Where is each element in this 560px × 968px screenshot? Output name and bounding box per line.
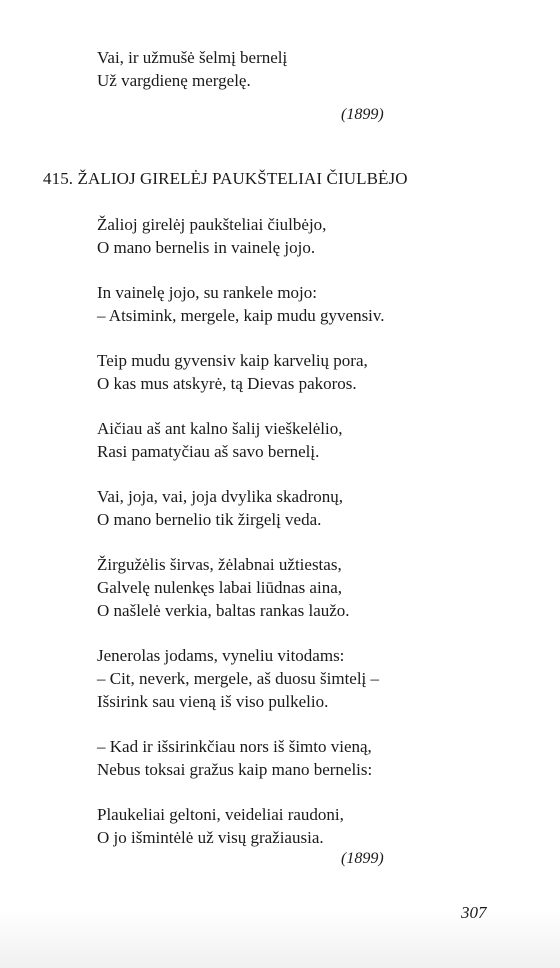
song-year: (1899): [341, 850, 384, 867]
previous-song-year: (1899): [341, 106, 384, 123]
poem-line: Žalioj girelėj paukšteliai čiulbėjo,: [97, 215, 327, 234]
stanza: [97, 281, 385, 327]
poem-line: – Kad ir išsirinkčiau nors iš šimto vieną,: [97, 737, 372, 756]
poem-line: Rasi pamatyčiau aš savo bernelį.: [97, 442, 320, 461]
poem-line: Teip mudu gyvensiv kaip karvelių pora,: [97, 351, 368, 370]
poem-line: Aičiau aš ant kalno šalij vieškelėlio,: [97, 419, 343, 438]
poem-line: – Cit, neverk, mergele, aš duosu šimtelį –: [97, 669, 380, 688]
page-number: 307: [461, 903, 487, 922]
poem-line: – Atsimink, mergele, kaip mudu gyvensiv.: [97, 306, 385, 325]
poem-line: Vai, joja, vai, joja dvylika skadronų,: [97, 487, 343, 506]
poem-line: O kas mus atskyrė, tą Dievas pakoros.: [97, 374, 357, 393]
poem-line: In vainelę jojo, su rankele mojo:: [97, 283, 317, 302]
poem-line: Žirgužėlis širvas, žėlabnai užtiestas,: [97, 555, 342, 574]
poem-line: Plaukeliai geltoni, veideliai raudoni,: [97, 805, 344, 824]
poem-line: O jo išmintėlė už visų gražiausia.: [97, 828, 324, 847]
poem-line: O mano bernelio tik žirgelį veda.: [97, 510, 322, 529]
previous-song-closing-stanza: [97, 46, 287, 92]
stanza: [97, 485, 385, 531]
poem-line: Už vargdienę mergelę.: [97, 71, 251, 90]
song-title: 415. ŽALIOJ GIRELĖJ PAUKŠTELIAI ČIULBĖJO: [43, 169, 408, 188]
stanza: [97, 644, 385, 713]
stanza: [97, 803, 385, 849]
stanza: [97, 417, 385, 463]
poem-line: Nebus toksai gražus kaip mano bernelis:: [97, 760, 373, 779]
poem-line: Jenerolas jodams, vyneliu vitodams:: [97, 646, 345, 665]
poem-line: Galvelę nulenkęs labai liūdnas aina,: [97, 578, 342, 597]
poem-line: O mano bernelis in vainelę jojo.: [97, 238, 316, 257]
stanza: [97, 553, 385, 622]
poem-line: O našlelė verkia, baltas rankas laužo.: [97, 601, 350, 620]
song-stanzas: [97, 213, 385, 871]
poem-line: Vai, ir užmušė šelmį bernelį: [97, 48, 288, 67]
stanza: [97, 349, 385, 395]
poem-line: Išsirink sau vieną iš viso pulkelio.: [97, 692, 329, 711]
stanza: [97, 213, 385, 259]
stanza: [97, 735, 385, 781]
